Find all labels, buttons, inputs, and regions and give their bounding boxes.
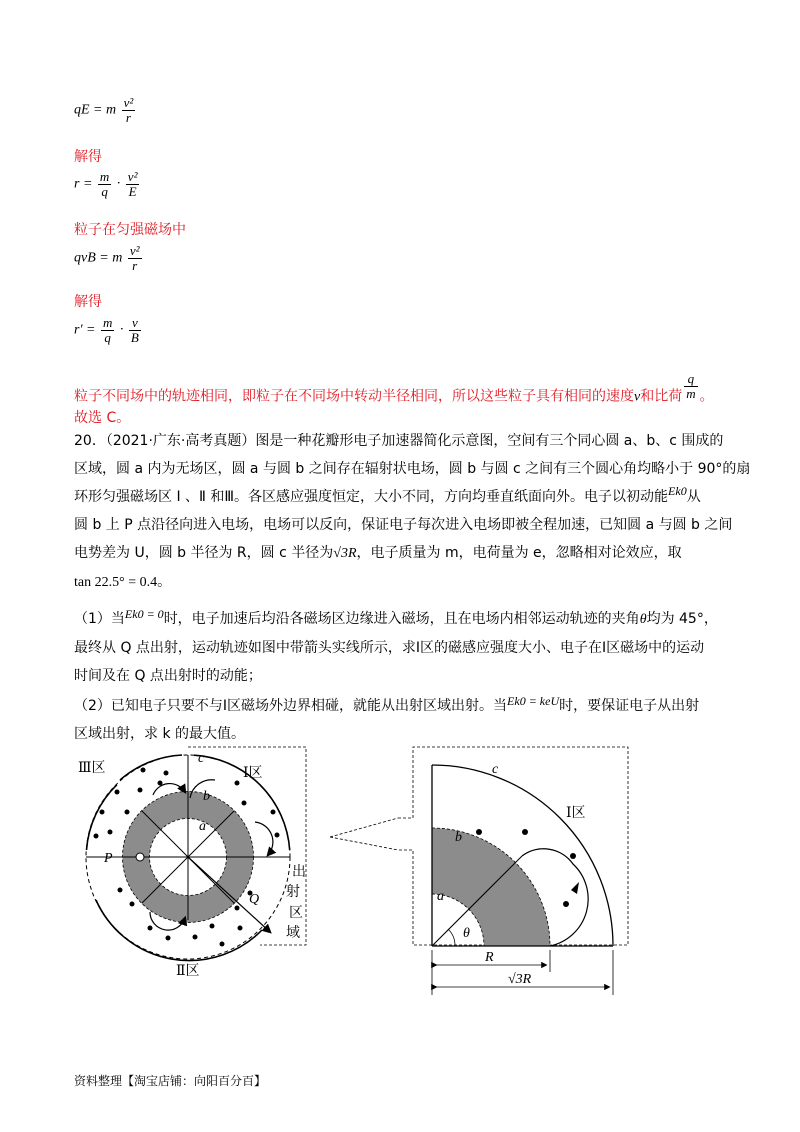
conclusion-text-a: 粒子不同场中的轨迹相同，即粒子在不同场中转动半径相同，所以这些粒子具有相同的速度: [74, 388, 634, 405]
problem-line-2: 区域，圆 a 内为无场区，圆 a 与圆 b 之间存在辐射状电场，圆 b 与圆 c 之间有三个圆心角均略小于 90°的扇: [74, 461, 751, 477]
eq4-fraction-1: [101, 316, 114, 345]
label-b-right: b: [455, 830, 462, 845]
eq1-lhs: qE = m: [74, 102, 117, 118]
theta-symbol: θ: [639, 612, 647, 627]
problem-line-6: [74, 568, 734, 597]
accelerator-figure: [0, 740, 800, 1010]
question-1: [74, 605, 734, 690]
problem-line-3: [74, 483, 734, 511]
q1-c: 均为 45°，: [646, 611, 718, 627]
conclusion-end: 。: [699, 388, 714, 405]
problem-line-4: 圆 b 上 P 点沿径向进入电场，电场可以反向，保证电子每次进入电场即被全程加速，已知圆 a 与圆 b 之间: [74, 517, 733, 533]
exit-label-3: 区: [289, 906, 303, 921]
exit-label-2: 射: [286, 885, 300, 900]
eq4-den1: q: [101, 330, 114, 345]
problem-line-3b: 从: [686, 489, 701, 505]
answer-line: 故选 C。: [74, 410, 131, 426]
eq4-dot: ·: [119, 322, 124, 338]
problem-paragraph: [74, 427, 751, 597]
charge-ratio-fraction: [684, 372, 697, 401]
conclusion-v: v: [634, 389, 641, 405]
left-diagram: [78, 747, 306, 979]
eq4-den2: B: [130, 330, 139, 345]
eq2-den2: E: [126, 184, 140, 199]
equation-r: [74, 170, 141, 199]
ek0-symbol-1: Ek0: [668, 484, 687, 498]
q2-a: （2）已知电子只要不与Ⅰ区磁场外边界相碰，就能从出射区域出射。当: [74, 698, 508, 714]
problem-line-3a: 环形匀强磁场区 Ⅰ 、Ⅱ 和Ⅲ。各区感应强度恒定，大小不同，方向均垂直纸面向外。电子以初动能: [74, 489, 669, 505]
problem-line-5: [74, 539, 734, 568]
problem-line-5b: ，电子质量为 m，电荷量为 e，忽略相对论效应，取: [356, 545, 682, 561]
label-region-1: Ⅰ区: [243, 766, 263, 781]
equation-qE: [74, 96, 137, 125]
label-b-left: b: [203, 789, 210, 804]
label-c-left: c: [198, 751, 205, 766]
eq3-fraction: [128, 244, 142, 273]
jiede-1: 解得: [74, 149, 102, 165]
equation-qvB: [74, 244, 144, 273]
ek0-zero: Ek0 = 0: [124, 607, 164, 621]
label-c-right: c: [492, 762, 499, 777]
q1-a: （1）当: [74, 611, 125, 627]
eq3-num: v²: [129, 243, 140, 258]
question-1-line-2: 最终从 Q 点出射，运动轨迹如图中带箭头实线所示，求Ⅰ区的磁感应强度大小、电子在Ⅰ区磁场中的运动: [74, 640, 705, 656]
footer-source: 资料整理【淘宝店铺：向阳百分百】: [74, 1074, 267, 1088]
charge-num: q: [687, 371, 695, 386]
exit-label-1: 出: [292, 865, 306, 880]
label-P: P: [104, 851, 113, 866]
label-region-2: Ⅱ区: [176, 964, 200, 979]
eq4-num1: m: [102, 315, 113, 330]
question-2-line-1: [74, 692, 734, 720]
charge-den: m: [686, 386, 696, 401]
point-P: [136, 853, 144, 861]
q1-b: 时，电子加速后均沿各磁场区边缘进入磁场，且在电场内相邻运动轨迹的夹角: [163, 611, 640, 627]
ek0-keU: Ek0 = keU: [507, 694, 560, 708]
eq4-num2: v: [131, 315, 138, 330]
tan-value: tan 22.5° = 0.4: [74, 575, 158, 590]
eq2-fraction-1: [98, 170, 111, 199]
eq2-num2: v²: [127, 169, 138, 184]
label-region-3: Ⅲ区: [78, 761, 106, 776]
equation-r-prime: [74, 316, 143, 345]
eq2-num1: m: [99, 169, 110, 184]
label-theta: θ: [463, 926, 470, 941]
eq1-den: r: [122, 110, 136, 125]
right-diagram: [398, 747, 628, 995]
jiede-2: 解得: [74, 294, 102, 310]
sqrt3R-symbol: √3R: [333, 546, 357, 561]
eq2-den1: q: [98, 184, 111, 199]
dim-R: R: [485, 950, 494, 965]
problem-line-1: 20．（2021·广东·高考真题）图是一种花瓣形电子加速器简化示意图，空间有三个同心圆 a、b、c 围成的: [74, 433, 724, 449]
label-region-1-right: Ⅰ区: [566, 806, 586, 821]
conclusion-text-b: 和比荷: [640, 388, 683, 405]
eq2-dot: ·: [116, 176, 121, 192]
eq4-lhs: r′ =: [74, 322, 96, 338]
eq4-fraction-2: [129, 316, 141, 345]
question-1-line-1: [74, 605, 734, 634]
eq3-lhs: qvB = m: [74, 250, 123, 266]
region-3-outer-arc: [87, 785, 117, 850]
question-2-line-2: 区域出射，求 k 的最大值。: [74, 726, 246, 742]
conclusion-line: [74, 371, 714, 411]
label-a-right: a: [437, 889, 444, 904]
region-3-outer-arc-2: [120, 755, 182, 780]
eq3-den: r: [128, 258, 142, 273]
eq1-fraction: [122, 96, 136, 125]
magnetic-heading: 粒子在匀强磁场中: [74, 222, 186, 238]
problem-line-5a: 电势差为 U，圆 b 半径为 R，圆 c 半径为: [74, 545, 334, 561]
eq2-lhs: r =: [74, 176, 93, 192]
problem-line-6-end: 。: [157, 574, 172, 590]
exit-label-4: 域: [286, 926, 300, 941]
label-a-left: a: [199, 819, 206, 834]
label-Q: Q: [249, 892, 260, 907]
question-1-line-3: 时间及在 Q 点出射时的动能；: [74, 668, 262, 684]
eq2-fraction-2: [126, 170, 140, 199]
eq1-num: v²: [123, 95, 134, 110]
dim-sqrt3R: √3R: [508, 972, 532, 987]
q2-b: 时，要保证电子从出射: [559, 698, 700, 714]
